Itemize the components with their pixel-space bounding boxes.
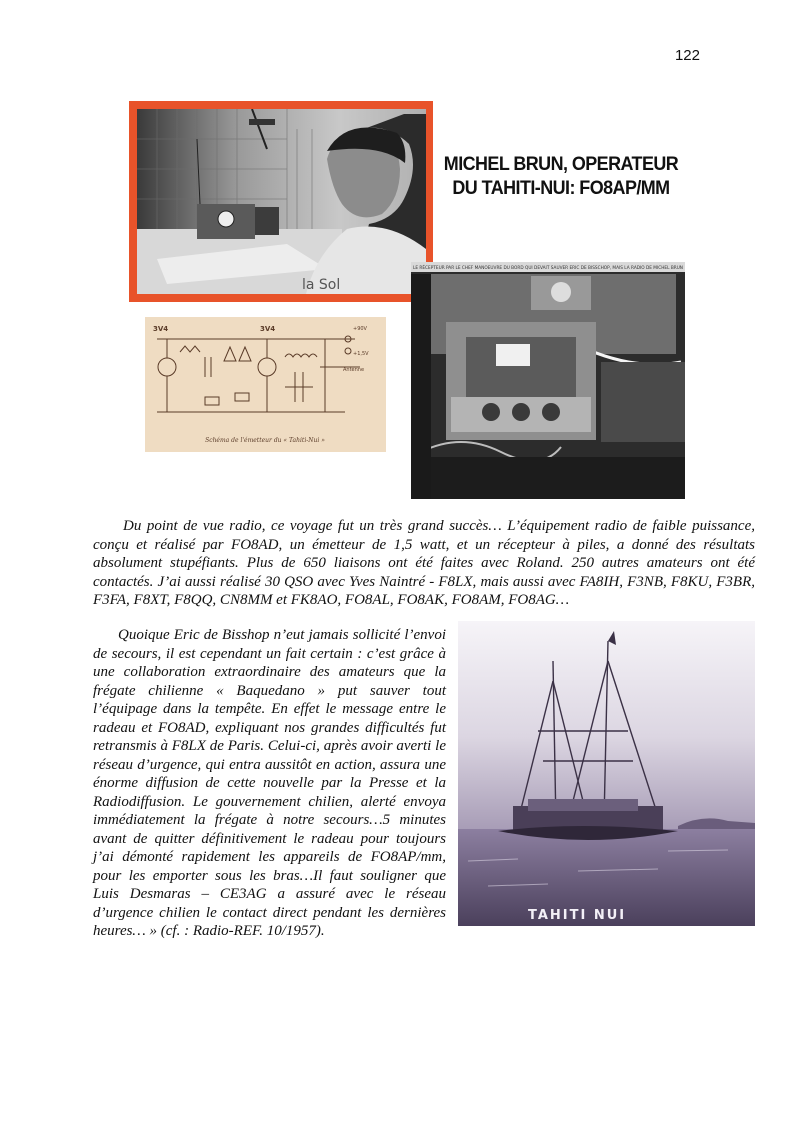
schematic-tube-2: 3V4 [260,325,276,333]
operator-photo-caption: la Sol [302,277,341,293]
page-title [442,152,679,200]
transmitter-schematic [145,317,386,452]
page-number: 122 [674,47,700,64]
schematic-caption: Schéma de l'émetteur du « Tahiti-Nui » [205,437,325,444]
raft-photo [458,621,755,926]
schematic-voltage-2: +1,5V [353,351,369,357]
body-paragraph-1: Du point de vue radio, ce voyage fut un très grand succès… L’équipement radio de faible puissance, conçu et réalisé par FO8AD, un émetteur de 1,5 watt, et un récepteur à piles, a donné des résultats absolument stupéfiants. Plus de 650 liaisons ont été faites avec Roland. 250 autres amateurs ont été contactés. J’ai aussi réalisé 30 QSO avec Yves Naintré - F8LX, mais aussi avec FA8IH, F3NB, F8KU, F3BR, F3FA, F8XT, F8QQ, CN8MM et FK8AO, FO8AL, FO8AK, FO8AM, FO8AG… [93,518,755,608]
schematic-tube-1: 3V4 [153,325,169,333]
title-line-2: DU TAHITI-NUI: FO8AP/MM [452,177,670,199]
operator-photo [129,101,433,302]
radio-photo-caption-strip: LE RÉCEPTEUR PAR LE CHEF MANOEUVRE DU BORD QUI DEVAIT SAUVER ERIC DE BISSCHOP, MAIS LA RADIO DE MICHEL BRUN [413,265,683,270]
schematic-voltage-1: +90V [353,326,367,332]
raft-photo-caption: TAHITI NUI [528,908,627,923]
body-paragraph-2: Quoique Eric de Bisshop n’eut jamais sollicité l’envoi de secours, il est cependant un fait certain : c’est grâce à une collaboration extraordinaire des amateurs que la frégate chilienne « Baquedano » put sauver tout l’équipage dans la tempête. En effet le message entre le radeau et FO8AD, expliquant nos grandes difficultés fut retransmis à F8LX de Paris. Celui-ci, après avoir averti le réseau d’urgence, qui entra aussitôt en action, assura une énorme diffusion de cette nouvelle par la Presse et la Radiodiffusion. Le gouvernement chilien, alerté envoya immédiatement la frégate à notre secours…5 minutes avant de quitter définitivement le radeau pour toujours j’ai démonté rapidement les appareils de FO8AP/mm, pour les emporter sous les bras…Il faut souligner que Luis Desmaras – CE3AG a assuré avec le réseau d’urgence chilien le contact direct pendant les dernières heures… » (cf. : Radio-REF. 10/1957). [93,627,446,939]
radio-equipment-photo [411,262,685,499]
schematic-antenna-label: Antenne [343,367,365,373]
title-line-1: MICHEL BRUN, OPERATEUR [443,153,679,175]
